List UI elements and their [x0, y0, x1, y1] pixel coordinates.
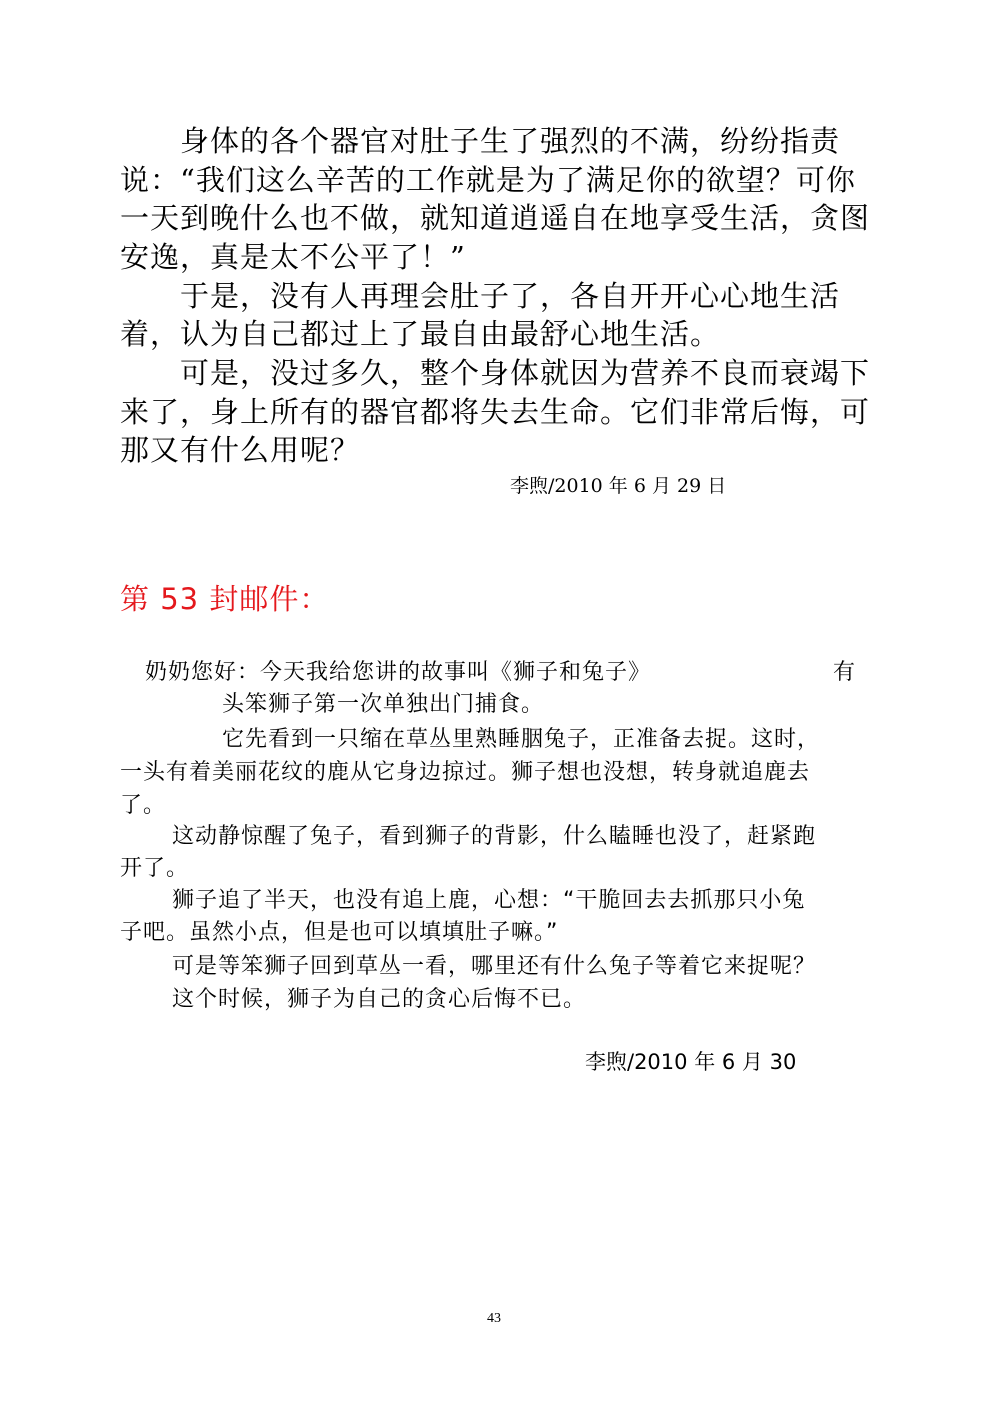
- story-two-signature: 李煦/2010 年 6 月 30: [585, 1050, 797, 1074]
- story-one-line: 说：“我们这么辛苦的工作就是为了满足你的欲望？可你: [120, 163, 856, 197]
- story-one-signature: 李煦/2010 年 6 月 29 日: [510, 475, 727, 497]
- story-one-line: 可是，没过多久，整个身体就因为营养不良而衰竭下: [180, 356, 871, 390]
- story-one-line: 安逸，真是太不公平了！”: [120, 240, 466, 274]
- story-two-line: 这动静惊醒了兔子，看到狮子的背影，什么瞌睡也没了，赶紧跑: [172, 824, 817, 849]
- story-two-line: 了。: [120, 793, 167, 818]
- story-two-line: 狮子追了半天，也没有追上鹿，心想：“干脆回去去抓那只小兔: [172, 888, 806, 913]
- story-one-line: 身体的各个器官对肚子生了强烈的不满，纷纷指责: [180, 124, 841, 158]
- story-one-line: 于是，没有人再理会肚子了，各自开开心心地生活: [180, 279, 841, 313]
- story-two-line: 它先看到一只缩在草丛里熟睡胭兔子，正准备去捉。这时，: [222, 727, 821, 752]
- story-two-line: 一头有着美丽花纹的鹿从它身边掠过。狮子想也没想，转身就追鹿去: [120, 760, 811, 785]
- story-two-line: 可是等笨狮子回到草丛一看，哪里还有什么兔子等着它来捉呢？: [172, 954, 817, 979]
- story-two-line: 这个时候，狮子为自己的贪心后悔不已。: [172, 987, 587, 1012]
- story-one-line: 着，认为自己都过上了最自由最舒心地生活。: [120, 317, 721, 351]
- email-heading: 第 53 封邮件：: [120, 582, 330, 616]
- story-two-greeting: 奶奶您好：今天我给您讲的故事叫《狮子和兔子》: [145, 660, 652, 685]
- page-number: 43: [487, 1311, 501, 1326]
- story-one-line: 一天到晚什么也不做，就知道逍遥自在地享受生活，贪图: [120, 201, 871, 235]
- story-two-line: 头笨狮子第一次单独出门捕食。: [222, 692, 545, 717]
- story-two-greeting-tail: 有: [833, 660, 857, 685]
- story-two-line: 开了。: [120, 856, 190, 881]
- story-one-line: 来了，身上所有的器官都将失去生命。它们非常后悔，可: [120, 395, 871, 429]
- story-two-line: 子吧。虽然小点，但是也可以填填肚子嘛。”: [120, 920, 559, 945]
- story-one-line: 那又有什么用呢？: [120, 433, 361, 467]
